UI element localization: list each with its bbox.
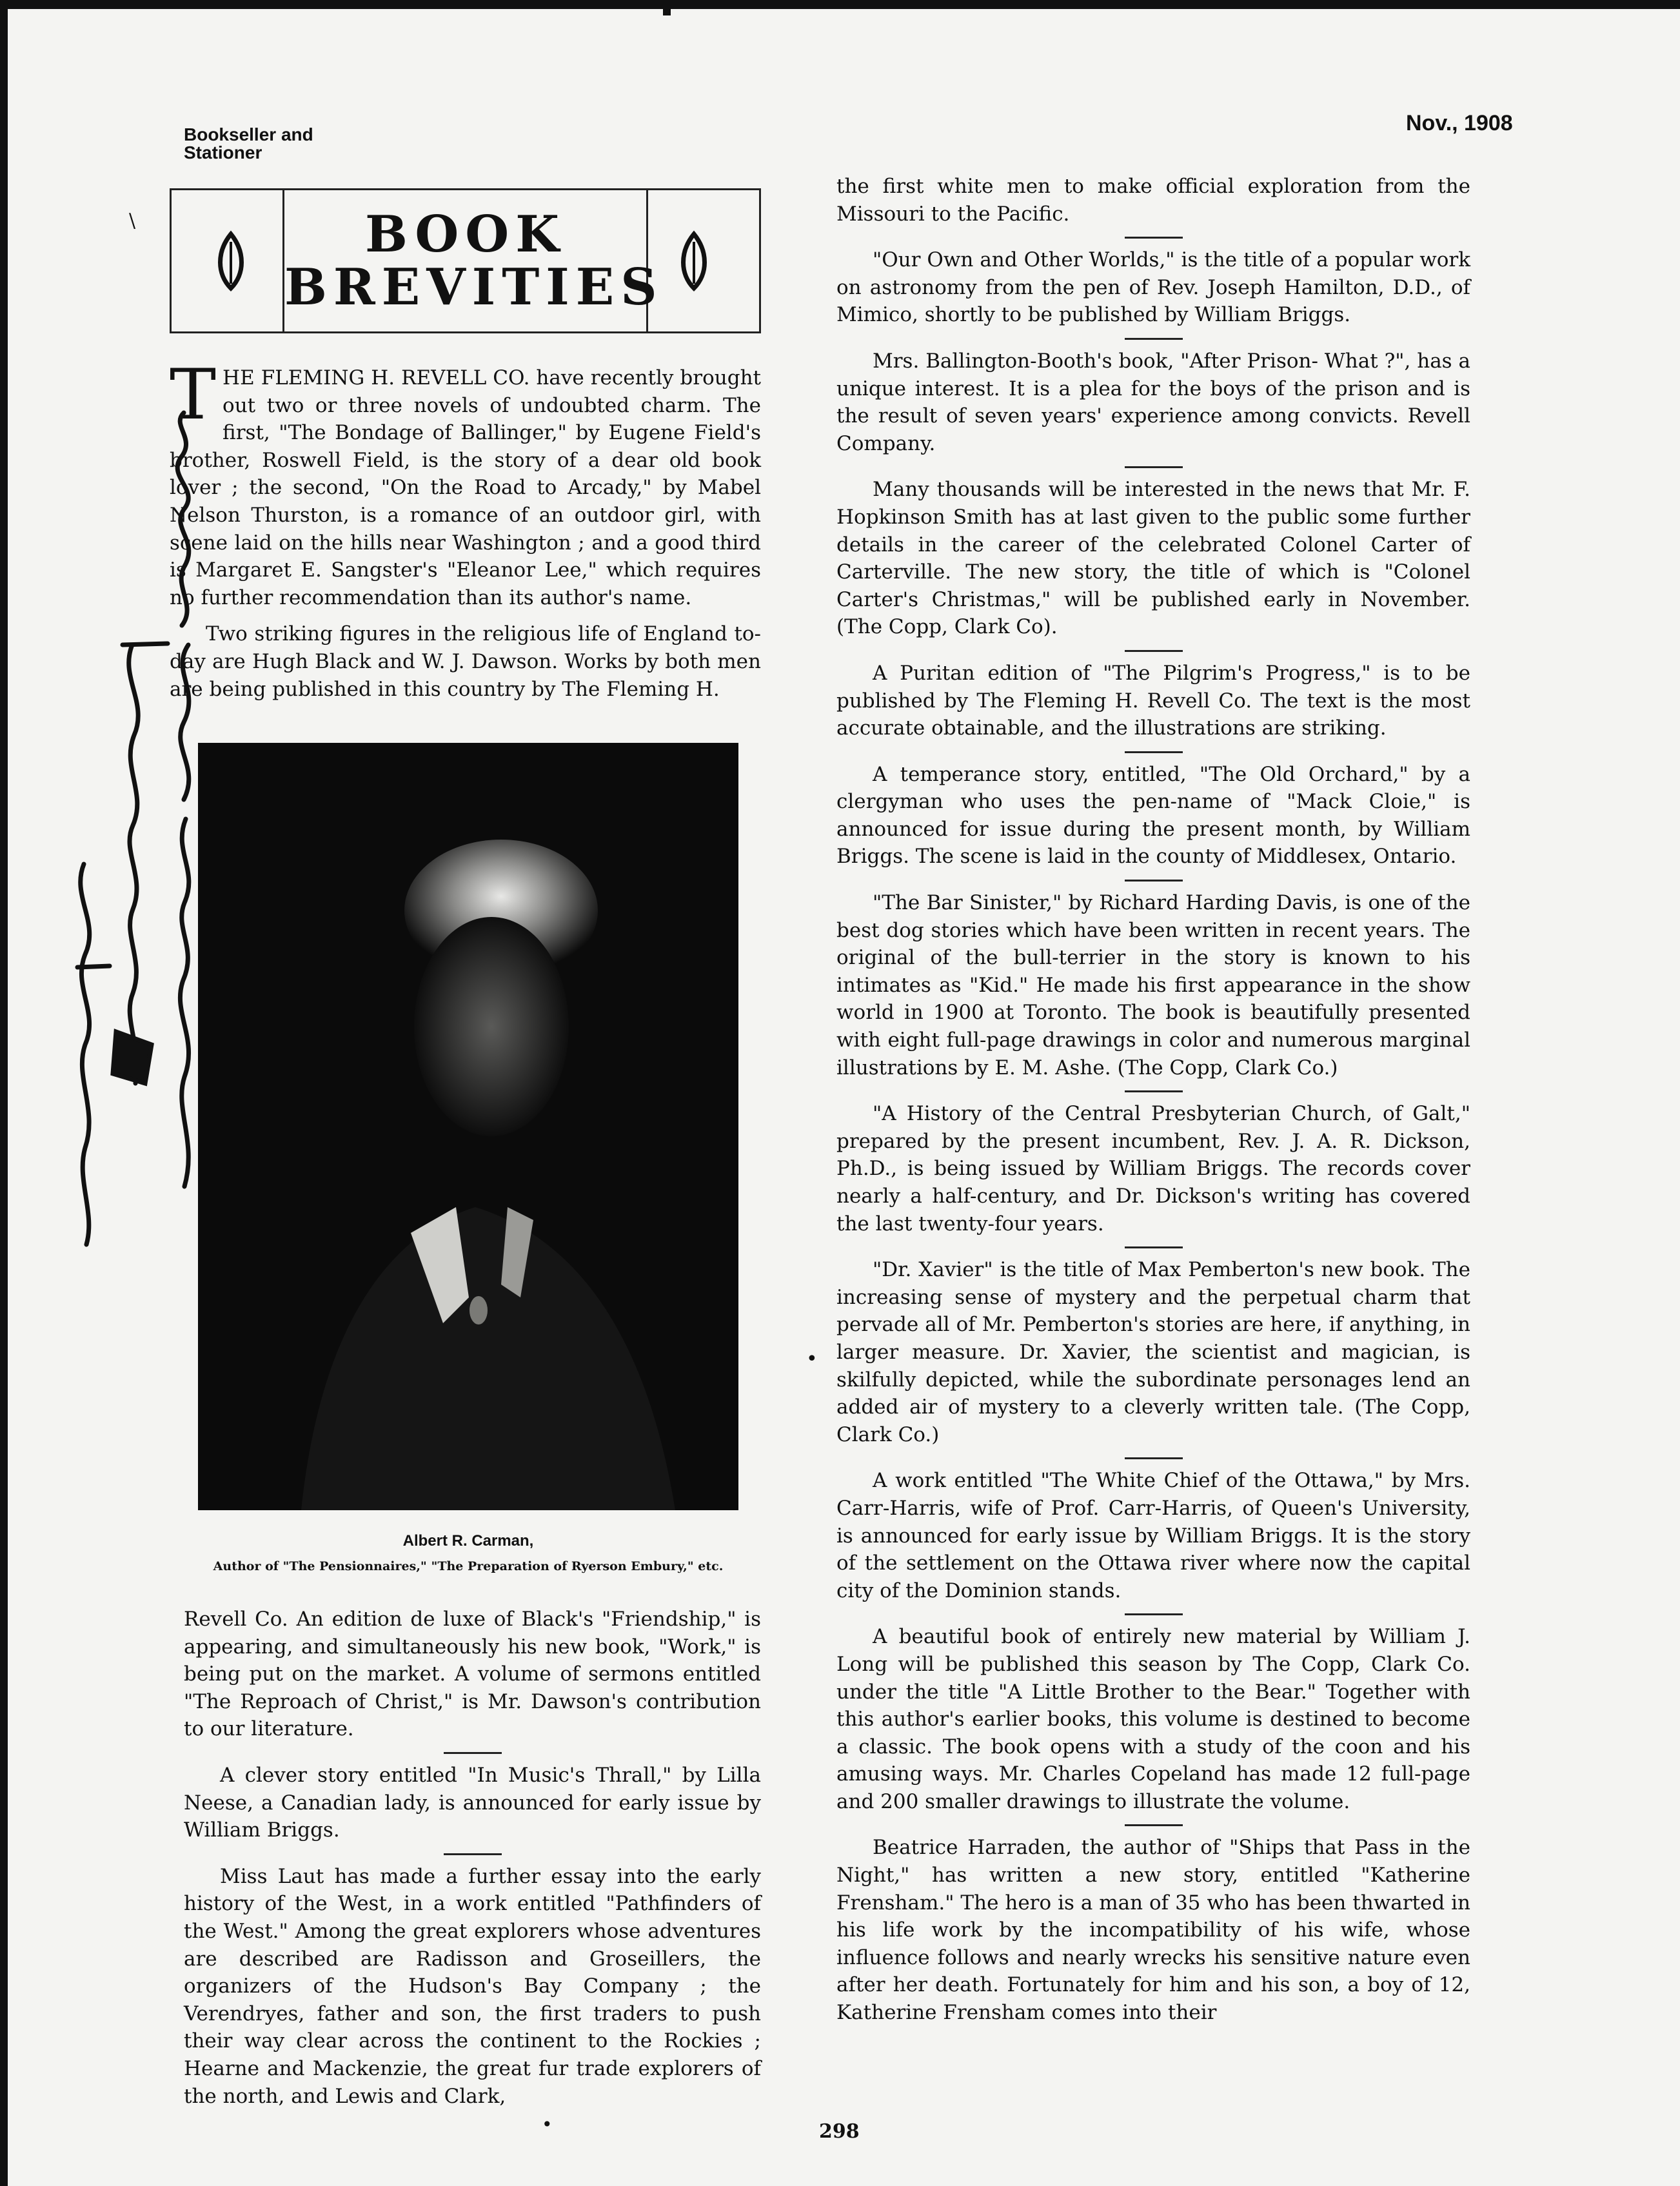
- portrait-image: [198, 743, 738, 1510]
- author-portrait-photo: [198, 743, 738, 1510]
- article-paragraph: "A History of the Central Presbyterian Church, of Galt," prepared by the present incumbent, Rev. J. A. R. Dickson, Ph.D., is being issued by William Briggs. The records cover nearly a half-century, and Dr. Dickson's writing has covered the last twenty-four years.: [836, 1102, 1470, 1236]
- separator-rule: [1125, 650, 1183, 652]
- article-paragraph: Mrs. Ballington-Booth's book, "After Prison- What ?", has a unique interest. It is a plea for the boys of the prison and is the result of seven years' experience among convicts. Revell Company.: [836, 349, 1470, 455]
- photo-caption-name: Albert R. Carman,: [402, 1532, 534, 1550]
- article-paragraph: Miss Laut has made a further essay into the early history of the West, in a work entitled "Pathfinders of the West." Among the great explorers whose adventures are described are Radisson and Groseillers, the organizers of the Hudson's Bay Company ; the Verendryes, father and son, the first traders to push their way clear across the continent to the Rockies ; Hearne and Mackenzie, the great fur trade explorers of the north, and Lewis and Clark,: [184, 1864, 761, 2108]
- publication-name: Bookseller and Stationer: [184, 124, 313, 162]
- separator-rule: [1125, 751, 1183, 753]
- separator-rule: [1125, 237, 1183, 239]
- article-paragraph: Revell Co. An edition de luxe of Black's "Friendship," is appearing, and simultaneously his new book, "Work," is being put on the market. A volume of sermons entitled "The Reproach of Christ," is Mr. Dawson's contribution to our literature.: [184, 1608, 761, 1741]
- separator-rule: [1125, 466, 1183, 468]
- article-paragraph: "Dr. Xavier" is the title of Max Pemberton's new book. The increasing sense of mystery and the perpetual charm that pervade all of Mr. Pemberton's stories are here, if anything, in larger measure. Dr. Xavier, the scientist and magician, is skilfully depicted, while the subordinate personages lend an added air of mystery to a cleverly written tale. (The Copp, Clark Co.): [836, 1258, 1470, 1446]
- article-paragraph: A work entitled "The White Chief of the Ottawa," by Mrs. Carr-Harris, wife of Prof. Carr-Harris, of Queen's University, is announced for early issue by William Briggs. It is the story of the settlement on the Ottawa river where now the capital city of the Dominion stands.: [836, 1469, 1470, 1602]
- heading-line-1: BOOK: [364, 205, 566, 264]
- issue-date: Nov., 1908: [1406, 111, 1513, 135]
- article-paragraph: A temperance story, entitled, "The Old Orchard," by a clergyman who uses the pen-name of "Mack Cloie," is announced for issue during the present month, by William Briggs. The scene is laid in the county of Middlesex, Ontario.: [836, 762, 1470, 869]
- scan-left-border: [0, 9, 8, 2186]
- scan-mark: \: [129, 210, 136, 232]
- separator-rule: [1125, 338, 1183, 340]
- scan-mark: •: [542, 2114, 553, 2135]
- article-paragraph: the first white men to make official exploration from the Missouri to the Pacific.: [836, 175, 1470, 226]
- article-paragraph: Beatrice Harraden, the author of "Ships that Pass in the Night," has written a new story, entitled "Katherine Frensham." The hero is a man of 35 who has been thwarted in his life work by the incompatibility of his wife, whose influence follows and nearly wrecks his sensitive nature even after her death. Fortunately for him and his son, a boy of 12, Katherine Frensham comes into their: [836, 1836, 1470, 2025]
- article-paragraph: [170, 355, 761, 611]
- separator-rule: [444, 1853, 502, 1855]
- article-paragraph: "Our Own and Other Worlds," is the title of a popular work on astronomy from the pen of Rev. Joseph Hamilton, D.D., of Mimico, shortly to be published by William Briggs.: [836, 248, 1470, 327]
- separator-rule: [444, 1752, 502, 1754]
- article-paragraph: "The Bar Sinister," by Richard Harding Davis, is one of the best dog stories which have been written in recent years. The original of the bull-terrier in the story is known to his intimates as "Kid." He made his first appearance in the show world in 1900 at Toronto. The book is beautifully presented with eight full-page drawings in color and numerous marginal illustrations by E. M. Ashe. (The Copp, Clark Co.): [836, 891, 1470, 1079]
- section-heading: [282, 190, 664, 331]
- separator-rule: [1125, 1090, 1183, 1092]
- scan-mark: •: [806, 1348, 818, 1370]
- photo-caption-subtitle: Author of "The Pensionnaires," "The Preparation of Ryerson Embury," etc.: [213, 1559, 724, 1573]
- handwritten-margin-annotation: [39, 400, 213, 1264]
- section-heading-box: [170, 188, 761, 333]
- paragraph-text: HE FLEMING H. REVELL CO. have recently brought out two or three novels of undoubted charm. The first, "The Bondage of Ballinger," by Eugene Field's brother, Roswell Field, is the story of a dear old book lover ; the second, "On the Road to Arcady," by Mabel Nelson Thurston, is a romance of an outdoor girl, with scene laid on the hills near Washington ; and a good third is Margaret E. Sangster's "Eleanor Lee," which requires no further recommendation than its author's name.: [170, 366, 761, 609]
- article-paragraph: A beautiful book of entirely new material by William J. Long will be published this season by The Copp, Clark Co. under the title "A Little Brother to the Bear." Together with this author's earlier books, this volume is destined to become a classic. The book opens with a study of the coon and his amusing ways. Mr. Charles Copeland has made 12 full-page and 200 smaller drawings to illustrate the volume.: [836, 1625, 1470, 1813]
- heading-line-2: BREVITIES: [284, 258, 664, 317]
- left-column-top: [170, 355, 761, 712]
- article-paragraph: A clever story entitled "In Music's Thrall," by Lilla Neese, a Canadian lady, is announced for early issue by William Briggs.: [184, 1763, 761, 1842]
- separator-rule: [1125, 1246, 1183, 1248]
- page-number: 298: [819, 2120, 860, 2143]
- separator-rule: [1125, 1457, 1183, 1459]
- article-paragraph: A Puritan edition of "The Pilgrim's Progress," is to be published by The Fleming H. Revell Co. The text is the most accurate obtainable, and the illustrations are striking.: [836, 661, 1470, 740]
- leaf-ornament-left-icon: [212, 229, 250, 293]
- separator-rule: [1125, 1613, 1183, 1615]
- article-paragraph: Many thousands will be interested in the news that Mr. F. Hopkinson Smith has at last given to the public some further details in the career of the celebrated Colonel Carter of Carterville. The new story, the title of which is "Colonel Carter's Christmas," will be published early in November. (The Copp, Clark Co).: [836, 478, 1470, 639]
- left-column-bottom: [184, 1606, 761, 2119]
- drop-cap: T: [170, 355, 217, 435]
- scan-top-notch: [663, 9, 671, 15]
- right-column: [836, 173, 1470, 2036]
- scan-top-border: [0, 0, 1680, 9]
- separator-rule: [1125, 1824, 1183, 1826]
- separator-rule: [1125, 880, 1183, 881]
- leaf-ornament-right-icon: [675, 229, 713, 293]
- article-paragraph: Two striking figures in the religious life of England to-day are Hugh Black and W. J. Dawson. Works by both men are being published in this country by The Fleming H.: [170, 622, 761, 701]
